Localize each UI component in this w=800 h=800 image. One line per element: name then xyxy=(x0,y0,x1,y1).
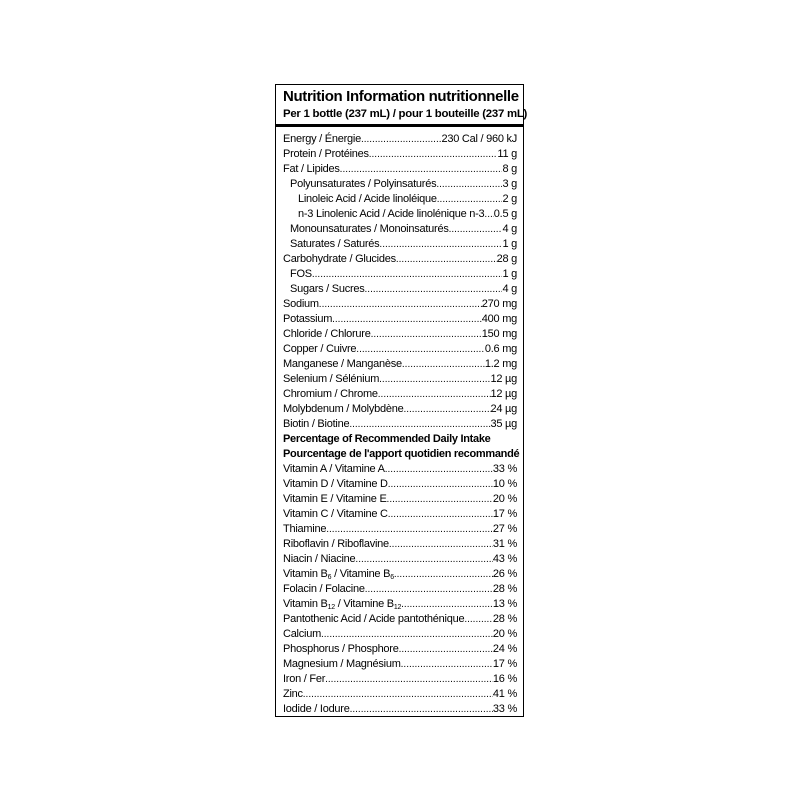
vitamin-row-vitamin-a xyxy=(283,462,517,477)
leader-dots xyxy=(355,553,493,567)
nutrient-label: Energy / Énergie xyxy=(283,133,361,145)
vitamin-value: 31 % xyxy=(492,538,517,550)
nutrient-row-copper xyxy=(283,342,517,357)
vitamin-value: 17 % xyxy=(492,658,517,670)
leader-dots xyxy=(365,583,493,597)
nutrient-value: 3 g xyxy=(502,178,517,190)
subscript: 6 xyxy=(390,574,394,581)
leader-dots xyxy=(388,478,493,492)
leader-dots xyxy=(387,493,493,507)
rdi-heading-english: Percentage of Recommended Daily Intake xyxy=(283,433,491,445)
nutrient-value: 2 g xyxy=(502,193,517,205)
nutrient-value: 28 g xyxy=(496,253,517,265)
nutrient-label: n-3 Linolenic Acid / Acide linolénique n-3 xyxy=(298,208,485,220)
nutrient-value: 400 mg xyxy=(481,313,517,325)
vitamin-value: 28 % xyxy=(492,613,517,625)
nutrient-label: Saturates / Saturés xyxy=(290,238,380,250)
vitamin-label: Thiamine xyxy=(283,523,327,535)
nutrient-label: Monounsaturates / Monoinsaturés xyxy=(290,223,449,235)
leader-dots xyxy=(385,463,493,477)
nutrient-row-linolenic-acid xyxy=(283,207,517,222)
nutrient-row-potassium xyxy=(283,312,517,327)
leader-dots xyxy=(326,523,493,537)
leader-dots xyxy=(371,328,482,342)
leader-dots xyxy=(403,403,490,417)
leader-dots xyxy=(389,538,493,552)
nutrient-label: Chloride / Chlorure xyxy=(283,328,371,340)
serving-size: Per 1 bottle (237 mL) / pour 1 bouteille (237 mL) xyxy=(283,108,528,120)
leader-dots xyxy=(332,313,482,327)
nutrient-row-chromium xyxy=(283,387,517,402)
nutrient-value: 12 µg xyxy=(490,388,517,400)
nutrient-value: 1.2 mg xyxy=(484,358,517,370)
vitamin-value: 16 % xyxy=(492,673,517,685)
vitamin-value: 33 % xyxy=(492,463,517,475)
vitamin-label: Iron / Fer xyxy=(283,673,326,685)
vitamin-label: Phosphorus / Phosphore xyxy=(283,643,399,655)
leader-dots xyxy=(436,178,502,192)
leader-dots xyxy=(437,193,503,207)
vitamin-value: 33 % xyxy=(492,703,517,715)
subscript: 12 xyxy=(327,604,335,611)
leader-dots xyxy=(402,358,485,372)
leader-dots xyxy=(484,208,493,222)
vitamin-label-en: Vitamin B xyxy=(283,568,328,580)
nutrient-label: Manganese / Manganèse xyxy=(283,358,402,370)
vitamin-value: 27 % xyxy=(492,523,517,535)
nutrient-row-energy xyxy=(283,132,517,147)
nutrient-value: 1 g xyxy=(502,238,517,250)
vitamin-row-vitamin-b12 xyxy=(283,597,517,612)
nutrient-row-sugars xyxy=(283,282,517,297)
vitamin-row-riboflavin xyxy=(283,537,517,552)
nutrient-value: 150 mg xyxy=(481,328,517,340)
nutrient-row-sodium xyxy=(283,297,517,312)
vitamin-row-iodide xyxy=(283,702,517,717)
nutrient-label: Copper / Cuivre xyxy=(283,343,357,355)
leader-dots xyxy=(303,688,493,702)
nutrient-label: Biotin / Biotine xyxy=(283,418,350,430)
leader-dots xyxy=(340,163,503,177)
vitamin-value: 41 % xyxy=(492,688,517,700)
nutrient-label: Chromium / Chrome xyxy=(283,388,378,400)
vitamin-label: Niacin / Niacine xyxy=(283,553,356,565)
nutrient-list xyxy=(283,132,517,432)
nutrient-value: 8 g xyxy=(502,163,517,175)
vitamin-row-magnesium xyxy=(283,657,517,672)
divider xyxy=(276,124,523,127)
nutrient-label: Polyunsaturates / Polyinsaturés xyxy=(290,178,437,190)
vitamin-row-iron xyxy=(283,672,517,687)
vitamin-value: 43 % xyxy=(492,553,517,565)
vitamin-label xyxy=(283,567,394,582)
leader-dots xyxy=(312,268,503,282)
leader-dots xyxy=(378,388,491,402)
leader-dots xyxy=(396,253,497,267)
vitamin-row-pantothenic-acid xyxy=(283,612,517,627)
vitamin-row-calcium xyxy=(283,627,517,642)
nutrient-value: 4 g xyxy=(502,223,517,235)
vitamin-row-thiamine xyxy=(283,522,517,537)
vitamin-row-vitamin-d xyxy=(283,477,517,492)
vitamin-label: Pantothenic Acid / Acide pantothénique xyxy=(283,613,465,625)
vitamin-label: Calcium xyxy=(283,628,321,640)
vitamin-value: 24 % xyxy=(492,643,517,655)
vitamin-list xyxy=(283,462,517,717)
nutrient-row-fat xyxy=(283,162,517,177)
vitamin-row-niacin xyxy=(283,552,517,567)
leader-dots xyxy=(394,568,493,582)
subscript: 12 xyxy=(393,604,402,611)
nutrient-row-biotin xyxy=(283,417,517,432)
nutrient-label: Protein / Protéines xyxy=(283,148,369,160)
rdi-heading-french: Pourcentage de l'apport quotidien recommandé xyxy=(283,448,520,460)
vitamin-row-folacin xyxy=(283,582,517,597)
leader-dots xyxy=(449,223,503,237)
vitamin-value: 20 % xyxy=(492,493,517,505)
nutrient-value: 12 µg xyxy=(490,373,517,385)
leader-dots xyxy=(361,133,442,147)
leader-dots xyxy=(325,673,493,687)
leader-dots xyxy=(319,298,482,312)
nutrient-label: Potassium xyxy=(283,313,333,325)
nutrient-row-fos xyxy=(283,267,517,282)
leader-dots xyxy=(379,238,502,252)
vitamin-value: 26 % xyxy=(492,568,517,580)
leader-dots xyxy=(321,628,493,642)
vitamin-row-phosphorus xyxy=(283,642,517,657)
vitamin-label: Iodide / Iodure xyxy=(283,703,350,715)
vitamin-value: 20 % xyxy=(492,628,517,640)
vitamin-label-fr: / Vitamine B xyxy=(334,598,394,610)
vitamin-value: 13 % xyxy=(492,598,517,610)
leader-dots xyxy=(350,703,493,717)
nutrient-value: 35 µg xyxy=(490,418,517,430)
leader-dots xyxy=(356,343,485,357)
nutrient-value: 0.5 g xyxy=(493,208,517,220)
vitamin-row-vitamin-b6 xyxy=(283,567,517,582)
vitamin-value: 17 % xyxy=(492,508,517,520)
leader-dots xyxy=(369,148,498,162)
nutrient-label: Sodium xyxy=(283,298,319,310)
nutrient-label: Molybdenum / Molybdène xyxy=(283,403,404,415)
vitamin-row-zinc xyxy=(283,687,517,702)
vitamin-label: Folacin / Folacine xyxy=(283,583,365,595)
nutrient-row-linoleic-acid xyxy=(283,192,517,207)
vitamin-label: Vitamin D / Vitamine D xyxy=(283,478,388,490)
nutrient-value: 230 Cal / 960 kJ xyxy=(441,133,517,145)
nutrient-value: 1 g xyxy=(502,268,517,280)
vitamin-label-en: Vitamin B xyxy=(283,598,328,610)
vitamin-value: 10 % xyxy=(492,478,517,490)
vitamin-label: Vitamin C / Vitamine C xyxy=(283,508,388,520)
nutrient-row-polyunsaturates xyxy=(283,177,517,192)
vitamin-label-fr: / Vitamine B xyxy=(331,568,391,580)
nutrient-row-selenium xyxy=(283,372,517,387)
leader-dots xyxy=(399,643,493,657)
leader-dots xyxy=(388,508,493,522)
vitamin-row-vitamin-e xyxy=(283,492,517,507)
nutrient-row-monounsaturates xyxy=(283,222,517,237)
nutrient-label: Selenium / Sélénium xyxy=(283,373,380,385)
vitamin-label: Magnesium / Magnésium xyxy=(283,658,401,670)
leader-dots xyxy=(401,598,493,612)
nutrient-value: 4 g xyxy=(502,283,517,295)
nutrient-label: Carbohydrate / Glucides xyxy=(283,253,396,265)
nutrient-row-saturates xyxy=(283,237,517,252)
nutrient-label: FOS xyxy=(290,268,312,280)
panel-title: Nutrition Information nutritionnelle xyxy=(283,88,519,105)
nutrient-value: 270 mg xyxy=(481,298,517,310)
nutrient-label: Fat / Lipides xyxy=(283,163,340,175)
leader-dots xyxy=(464,613,493,627)
vitamin-label xyxy=(283,597,401,612)
leader-dots xyxy=(349,418,490,432)
vitamin-row-vitamin-c xyxy=(283,507,517,522)
vitamin-label: Vitamin A / Vitamine A xyxy=(283,463,385,475)
nutrient-row-protein xyxy=(283,147,517,162)
nutrient-label: Linoleic Acid / Acide linoléique xyxy=(298,193,437,205)
vitamin-label: Zinc xyxy=(283,688,303,700)
nutrient-row-molybdenum xyxy=(283,402,517,417)
leader-dots xyxy=(379,373,490,387)
nutrient-row-carbohydrate xyxy=(283,252,517,267)
nutrient-value: 0.6 mg xyxy=(484,343,517,355)
vitamin-label: Vitamin E / Vitamine E xyxy=(283,493,387,505)
nutrient-label: Sugars / Sucres xyxy=(290,283,365,295)
nutrient-value: 11 g xyxy=(497,148,517,160)
subscript: 6 xyxy=(327,574,332,581)
nutrient-row-manganese xyxy=(283,357,517,372)
leader-dots xyxy=(401,658,493,672)
vitamin-value: 28 % xyxy=(492,583,517,595)
nutrition-facts-panel xyxy=(275,84,528,717)
leader-dots xyxy=(365,283,503,297)
vitamin-label: Riboflavin / Riboflavine xyxy=(283,538,389,550)
nutrient-row-chloride xyxy=(283,327,517,342)
nutrient-value: 24 µg xyxy=(490,403,517,415)
